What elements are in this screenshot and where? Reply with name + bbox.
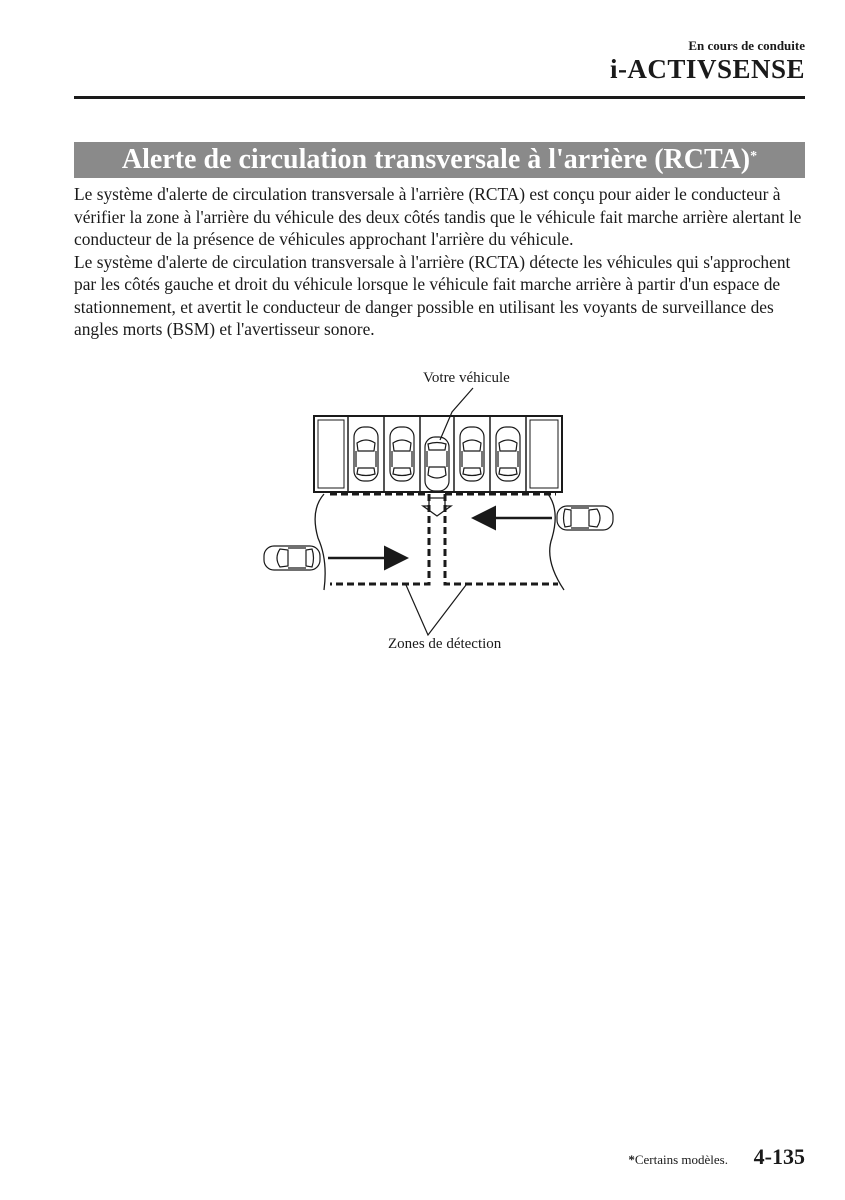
- section-title: Alerte de circulation transversale à l'arrière (RCTA): [121, 144, 751, 175]
- page-number: 4-135: [753, 1144, 805, 1169]
- detection-zones: [330, 494, 558, 584]
- rcta-diagram: [240, 360, 640, 670]
- empty-stall-left: [318, 420, 344, 488]
- label-your-vehicle: Votre véhicule: [423, 370, 510, 386]
- parked-car: [354, 427, 378, 481]
- paragraph-1: Le système d'alerte de circulation transversale à l'arrière (RCTA) est conçu pour aider le conducteur à vérifier la zone à l'arrière du véhicule des deux côtés tandis que le véhicule fait marche arrière alertant le conducteur de la présence de véhicules approchant l'arrière du véhicule.: [74, 184, 802, 249]
- footer-note-text: Certains modèles.: [634, 1152, 728, 1167]
- footer-note: [628, 1152, 728, 1168]
- title-marker: *: [750, 149, 758, 164]
- reverse-arrow-icon: [423, 498, 451, 516]
- your-vehicle: [425, 437, 449, 491]
- parked-car: [496, 427, 520, 481]
- approaching-car-left: [264, 546, 320, 570]
- approaching-car-right: [557, 506, 613, 530]
- leader-line-zones: [406, 585, 466, 635]
- road-edge-left: [315, 494, 325, 590]
- body-text: [74, 183, 807, 341]
- footer-note-marker: *: [628, 1152, 635, 1167]
- paragraph-2: Le système d'alerte de circulation transversale à l'arrière (RCTA) détecte les véhicules qui s'approchent par les côtés gauche et droit du véhicule lorsque le véhicule fait marche arrière à partir d'un espace de stationnement, et avertit le conducteur de danger possible en utilisant les voyants de surveillance des angles morts (BSM) et l'avertisseur sonore.: [74, 251, 791, 339]
- header-chapter-title: i-ACTIVSENSE: [609, 54, 805, 84]
- section-title-bar: [74, 142, 805, 178]
- parked-car: [390, 427, 414, 481]
- header-section-title: En cours de conduite: [688, 38, 805, 53]
- empty-stall-right: [530, 420, 558, 488]
- label-detection-zones: Zones de détection: [388, 636, 502, 652]
- parked-car: [460, 427, 484, 481]
- rcta-illustration: [240, 360, 640, 670]
- header-rule: [74, 96, 805, 99]
